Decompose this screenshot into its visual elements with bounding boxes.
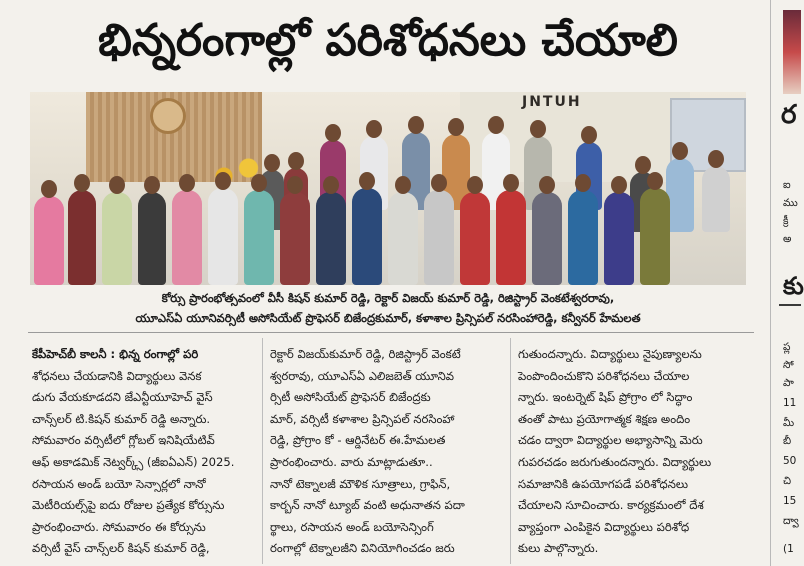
text-line: చాన్స్‌లర్ టి.కిషన్ కుమార్ రెడ్డి అన్నారు. [32, 411, 211, 426]
adjacent-text-line: బీ [783, 435, 792, 447]
text-column-2 [270, 344, 500, 566]
adjacent-text-line: మీ [783, 417, 795, 429]
text-line: శ్వరరావు, యూఎస్ఏ ఎలిజబెత్ యూనివ [270, 368, 454, 383]
person [316, 192, 346, 285]
text-line: రసాయన అండ్ బయో సెన్సార్లలో నానో [32, 476, 206, 491]
text-line: గుతుందన్నారు. విద్యార్థులు నైపుణ్యాలను [518, 347, 702, 361]
text-line: వర్సిటీ వైస్ చాన్స్‌లర్ కిషన్ కుమార్ రెడ్డి, [32, 541, 210, 556]
text-line: తంతో పాటు ప్రయోగాత్మక శిక్షణ అందిం [518, 411, 691, 426]
text-line: డుగు వేయకూడదని జేఎన్టీయూహెచ్ వైస్ [32, 390, 213, 405]
text-column-3 [518, 344, 752, 566]
divider [779, 304, 801, 306]
text-line: ప్రారంభించారు. సోమవారం ఈ కోర్సును [32, 519, 206, 534]
text-line: నానో టెక్నాలజీ మౌళిక సూత్రాలు, గ్రాఫిన్, [270, 476, 451, 491]
person [138, 192, 166, 285]
text-line: న్నారు. ఇంటర్నెట్ షిప్ ప్రోగ్రాం లో సిద్ధాం [518, 390, 693, 405]
divider [28, 332, 754, 333]
adjacent-text-line: 15 [783, 495, 797, 507]
text-line: వ్యాప్తంగా ఎంపికైన విద్యార్థులు పరిశోధ [518, 519, 690, 534]
person [352, 188, 382, 285]
text-line: ప్రారంభించారు. వారు మాట్లాడుతూ.. [270, 454, 433, 469]
text-line: మెటీరియల్స్‌పై ఐదు రోజుల ప్రత్యేక కోర్సును [32, 498, 225, 513]
person [532, 192, 562, 285]
adjacent-text-line: (1 [783, 543, 794, 555]
caption-line: యూఎస్ఏ యూనివర్సిటీ అసోసియేట్ ప్రొఫెసర్ బిజేంద్రకుమార్, కళాశాల ప్రిన్సిపల్ నరసింహారెడ్డి, కన్వీనర్ హేమలత [135, 311, 641, 325]
adjacent-text-line: ము [783, 197, 798, 209]
text-line: రెడ్డి, ప్రోగ్రాం కో - ఆర్డినేటర్ ఈ.హేమలత [270, 433, 446, 448]
adjacent-heading: ర [781, 100, 797, 130]
event-group-photo [30, 92, 746, 285]
text-line: కేపీహెచ్‌బీ కాలనీ : భిన్న రంగాల్లో పరి [32, 347, 199, 361]
person [702, 166, 730, 232]
text-line: చేయాలని సూచించారు. కార్యక్రమంలో దేశ [518, 498, 704, 513]
person [172, 190, 202, 285]
adjacent-text-line: ద్వా [783, 515, 799, 527]
adjacent-text-line: ఐ [783, 179, 791, 191]
text-line: గుపరచడం జరుగుతుందన్నారు. విద్యార్థులు [518, 454, 712, 469]
person [640, 188, 670, 285]
column-divider [510, 338, 511, 564]
text-line: రెక్టార్ విజయ్‌కుమార్ రెడ్డి, రిజిస్ట్రార్ వెంకటే [270, 347, 461, 361]
text-line: ర్సిటీ అసోసియేట్ ప్రొఫెసర్ బిజేంద్రకు [270, 390, 431, 405]
person [102, 192, 132, 285]
person [208, 188, 238, 285]
headline: భిన్నరంగాల్లో పరిశోధనలు చేయాలి [98, 15, 678, 66]
text-line: ర్థాలు, రసాయన అండ్ బయోసెన్సింగ్ [270, 519, 434, 534]
adjacent-heading-2: కు [783, 272, 804, 300]
person [568, 190, 598, 285]
adjacent-photo [783, 10, 801, 94]
adjacent-text-line: 11 [783, 397, 797, 409]
university-emblem-icon [150, 98, 186, 134]
text-line: ఆఫ్ అకాడమిక్ నెట్వర్క్స్ (జీఐఏఎన్) 2025. [32, 454, 235, 469]
adjacent-text-line: సో [783, 359, 794, 371]
person [666, 158, 694, 232]
text-line: కార్బన్ నానో ట్యూబ్ వంటి అధునాతన పదా [270, 498, 465, 513]
photo-caption [30, 288, 746, 328]
person [244, 190, 274, 285]
text-line: మార్, వర్సిటీ కళాశాల ప్రిన్సిపల్ నరసింహా [270, 411, 455, 426]
text-line: సమాజానికి ఉపయోగపడే పరిశోధనలు [518, 476, 689, 491]
person [388, 192, 418, 285]
person [604, 192, 634, 285]
adjacent-text-line: ప్ల [783, 341, 791, 353]
caption-line: కోర్సు ప్రారంభోత్సవంలో వీసీ కిషన్ కుమార్ రెడ్డి, రెక్టార్ విజయ్ కుమార్ రెడ్డి, రిజిస్ట్రార్ వెంకటేశ్వరరావు, [161, 291, 615, 305]
person [424, 190, 454, 285]
adjacent-text-line: 50 [783, 455, 797, 467]
adjacent-text-line: అ [783, 233, 792, 245]
text-line: కులు పాల్గొన్నారు. [518, 541, 599, 556]
person [280, 192, 310, 285]
person [496, 190, 526, 285]
adjacent-text-line: క్రీ [783, 215, 789, 227]
text-line: శోధనలు చేయడానికి విద్యార్థులు వెనక [32, 368, 202, 383]
adjacent-text-line: చి [783, 475, 792, 487]
adjacent-text-line: పా [783, 377, 794, 389]
person [460, 192, 490, 285]
text-line: రంగాల్లో టెక్నాలజీని వినియోగించడం జరు [270, 541, 455, 556]
banner-text: JNTUH [522, 94, 582, 110]
adjacent-article-strip [770, 0, 804, 566]
column-divider [262, 338, 263, 564]
person [34, 196, 64, 285]
text-column-1 [32, 344, 256, 566]
text-line: పెంపొందించుకొని పరిశోధనలు చేయాల [518, 368, 690, 383]
text-line: సోమవారం వర్సిటీలో గ్లోబల్ ఇనిషియేటివ్ [32, 433, 215, 448]
person [68, 190, 96, 285]
text-line: చడం ద్వారా విద్యార్థుల అభ్యాసాన్ని మెరు [518, 433, 703, 448]
